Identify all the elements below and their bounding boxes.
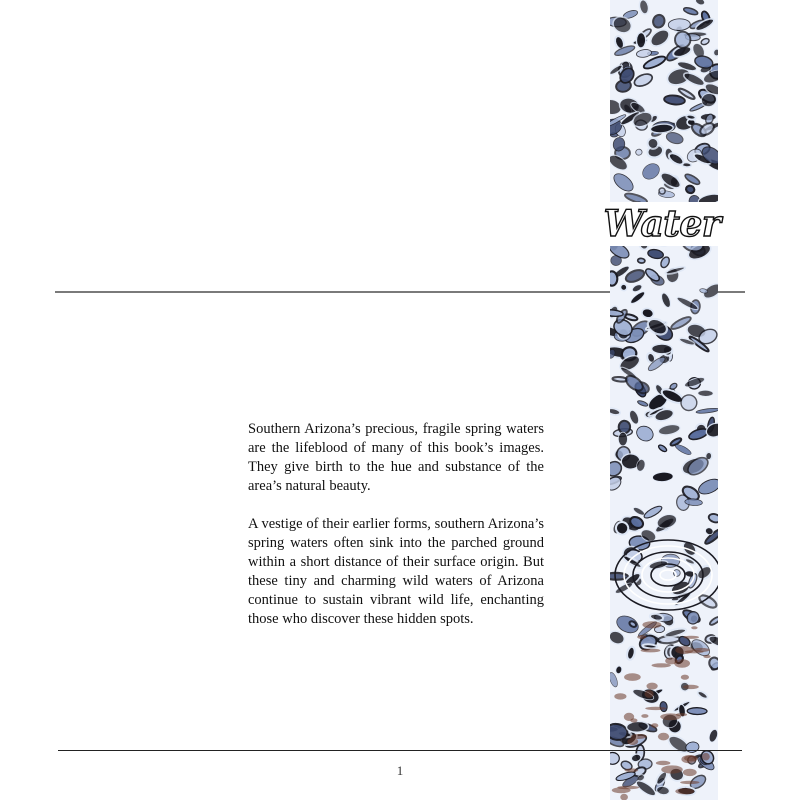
body-text [248, 420, 544, 648]
water-texture-image [610, 0, 718, 800]
page-number: 1 [396, 763, 404, 778]
paragraph-2: A vestige of their earlier forms, southern Arizona’s spring waters often sink into the parched ground within a short distance of their surface origin. But these tiny and charming wild waters of Arizona continue to sustain vibrant wild life, enchanting those who discover these hidden spots. [248, 516, 544, 627]
section-title: Water [603, 203, 721, 245]
paragraph-1: Southern Arizona’s precious, fragile spring waters are the lifeblood of many of this book’s images. They give birth to the hue and substance of the area’s natural beauty. [248, 421, 544, 494]
bottom-rule [58, 750, 742, 751]
